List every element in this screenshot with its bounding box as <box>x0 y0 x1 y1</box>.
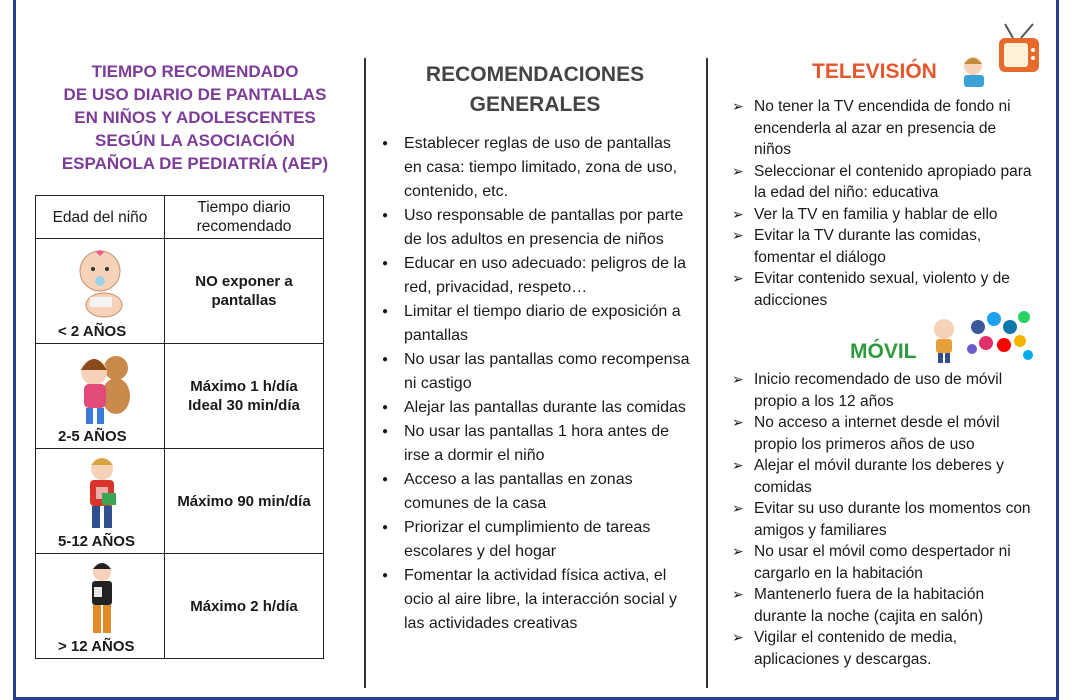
teenager-icon <box>72 560 132 640</box>
time-label: NO exponer a <box>195 273 293 290</box>
list-item: ● Establecer reglas de uso de pantallas en casa: tiempo limitado, zona de uso, contenido, etc. <box>382 132 692 204</box>
list-item: ● No usar las pantallas 1 hora antes de irse a dormir el niño <box>382 420 692 468</box>
television-title: TELEVISIÓN <box>812 60 937 83</box>
column-divider <box>364 58 366 688</box>
left-title-line: DE USO DIARIO DE PANTALLAS <box>63 85 327 104</box>
left-title-line: TIEMPO RECOMENDADO <box>91 62 299 81</box>
left-title-line: SEGÚN LA ASOCIACIÓN <box>95 131 295 150</box>
child-with-teddy-icon <box>72 350 132 430</box>
list-item: ● Educar en uso adecuado: peligros de la red, privacidad, respeto… <box>382 252 692 300</box>
list-item: ● Acceso a las pantallas en zonas comunes de la casa <box>382 468 692 516</box>
age-label: < 2 AÑOS <box>58 323 127 340</box>
list-item: ➢ Alejar el móvil durante los deberes y comidas <box>732 455 1037 498</box>
list-item: ● Limitar el tiempo diario de exposición a pantallas <box>382 300 692 348</box>
column-divider <box>706 58 708 688</box>
left-title <box>45 60 345 175</box>
time-label: Máximo 1 h/día <box>190 378 298 395</box>
list-item: ● Uso responsable de pantallas por parte de los adultos en presencia de niños <box>382 204 692 252</box>
list-item: ➢ Evitar contenido sexual, violento y de adicciones <box>732 268 1037 311</box>
time-label: Máximo 90 min/día <box>177 492 311 510</box>
header-time: Tiempo diario recomendado <box>165 196 324 239</box>
table-row <box>36 449 324 554</box>
mobile-social-icons <box>928 305 1038 367</box>
time-label: Máximo 2 h/día <box>190 597 298 615</box>
list-item: ➢ No tener la TV encendida de fondo ni encenderla al azar en presencia de niños <box>732 96 1037 161</box>
time-label: pantallas <box>211 292 277 309</box>
header-age: Edad del niño <box>36 196 165 239</box>
list-item: ➢ No usar el móvil como despertador ni cargarlo en la habitación <box>732 541 1037 584</box>
list-item: ➢ Ver la TV en familia y hablar de ello <box>732 204 1037 226</box>
table-row <box>36 554 324 659</box>
list-item: ➢ Evitar su uso durante los momentos con amigos y familiares <box>732 498 1037 541</box>
left-title-line: ESPAÑOLA DE PEDIATRÍA (AEP) <box>61 154 329 173</box>
time-label: Ideal 30 min/día <box>188 397 300 414</box>
left-title-line: EN NIÑOS Y ADOLESCENTES <box>74 108 316 127</box>
general-recommendations-list <box>382 132 692 636</box>
age-label: 5-12 AÑOS <box>58 533 135 550</box>
general-recommendations-title: RECOMENDACIONES GENERALES <box>425 63 645 116</box>
mobile-title: MÓVIL <box>850 340 917 363</box>
list-item: ● Priorizar el cumplimiento de tareas escolares y del hogar <box>382 516 692 564</box>
table-row <box>36 239 324 344</box>
school-child-icon <box>72 455 132 535</box>
age-time-table <box>35 195 324 659</box>
baby-icon <box>72 245 132 325</box>
tv-child-icon <box>955 22 1045 92</box>
list-item: ➢ Seleccionar el contenido apropiado para la edad del niño: educativa <box>732 161 1037 204</box>
list-item: ● No usar las pantallas como recompensa ni castigo <box>382 348 692 396</box>
list-item: ➢ Inicio recomendado de uso de móvil propio a los 12 años <box>732 369 1037 412</box>
list-item: ➢ Vigilar el contenido de media, aplicaciones y descargas. <box>732 627 1037 670</box>
mobile-list <box>732 369 1037 670</box>
television-list <box>732 96 1037 311</box>
list-item: ➢ Evitar la TV durante las comidas, fomentar el diálogo <box>732 225 1037 268</box>
list-item: ● Alejar las pantallas durante las comidas <box>382 396 692 420</box>
table-row <box>36 344 324 449</box>
list-item: ● Fomentar la actividad física activa, el ocio al aire libre, la interacción social y las actividades creativas <box>382 564 692 636</box>
age-label: 2-5 AÑOS <box>58 428 127 445</box>
list-item: ➢ Mantenerlo fuera de la habitación durante la noche (cajita en salón) <box>732 584 1037 627</box>
age-label: > 12 AÑOS <box>58 638 135 655</box>
list-item: ➢ No acceso a internet desde el móvil propio los primeros años de uso <box>732 412 1037 455</box>
